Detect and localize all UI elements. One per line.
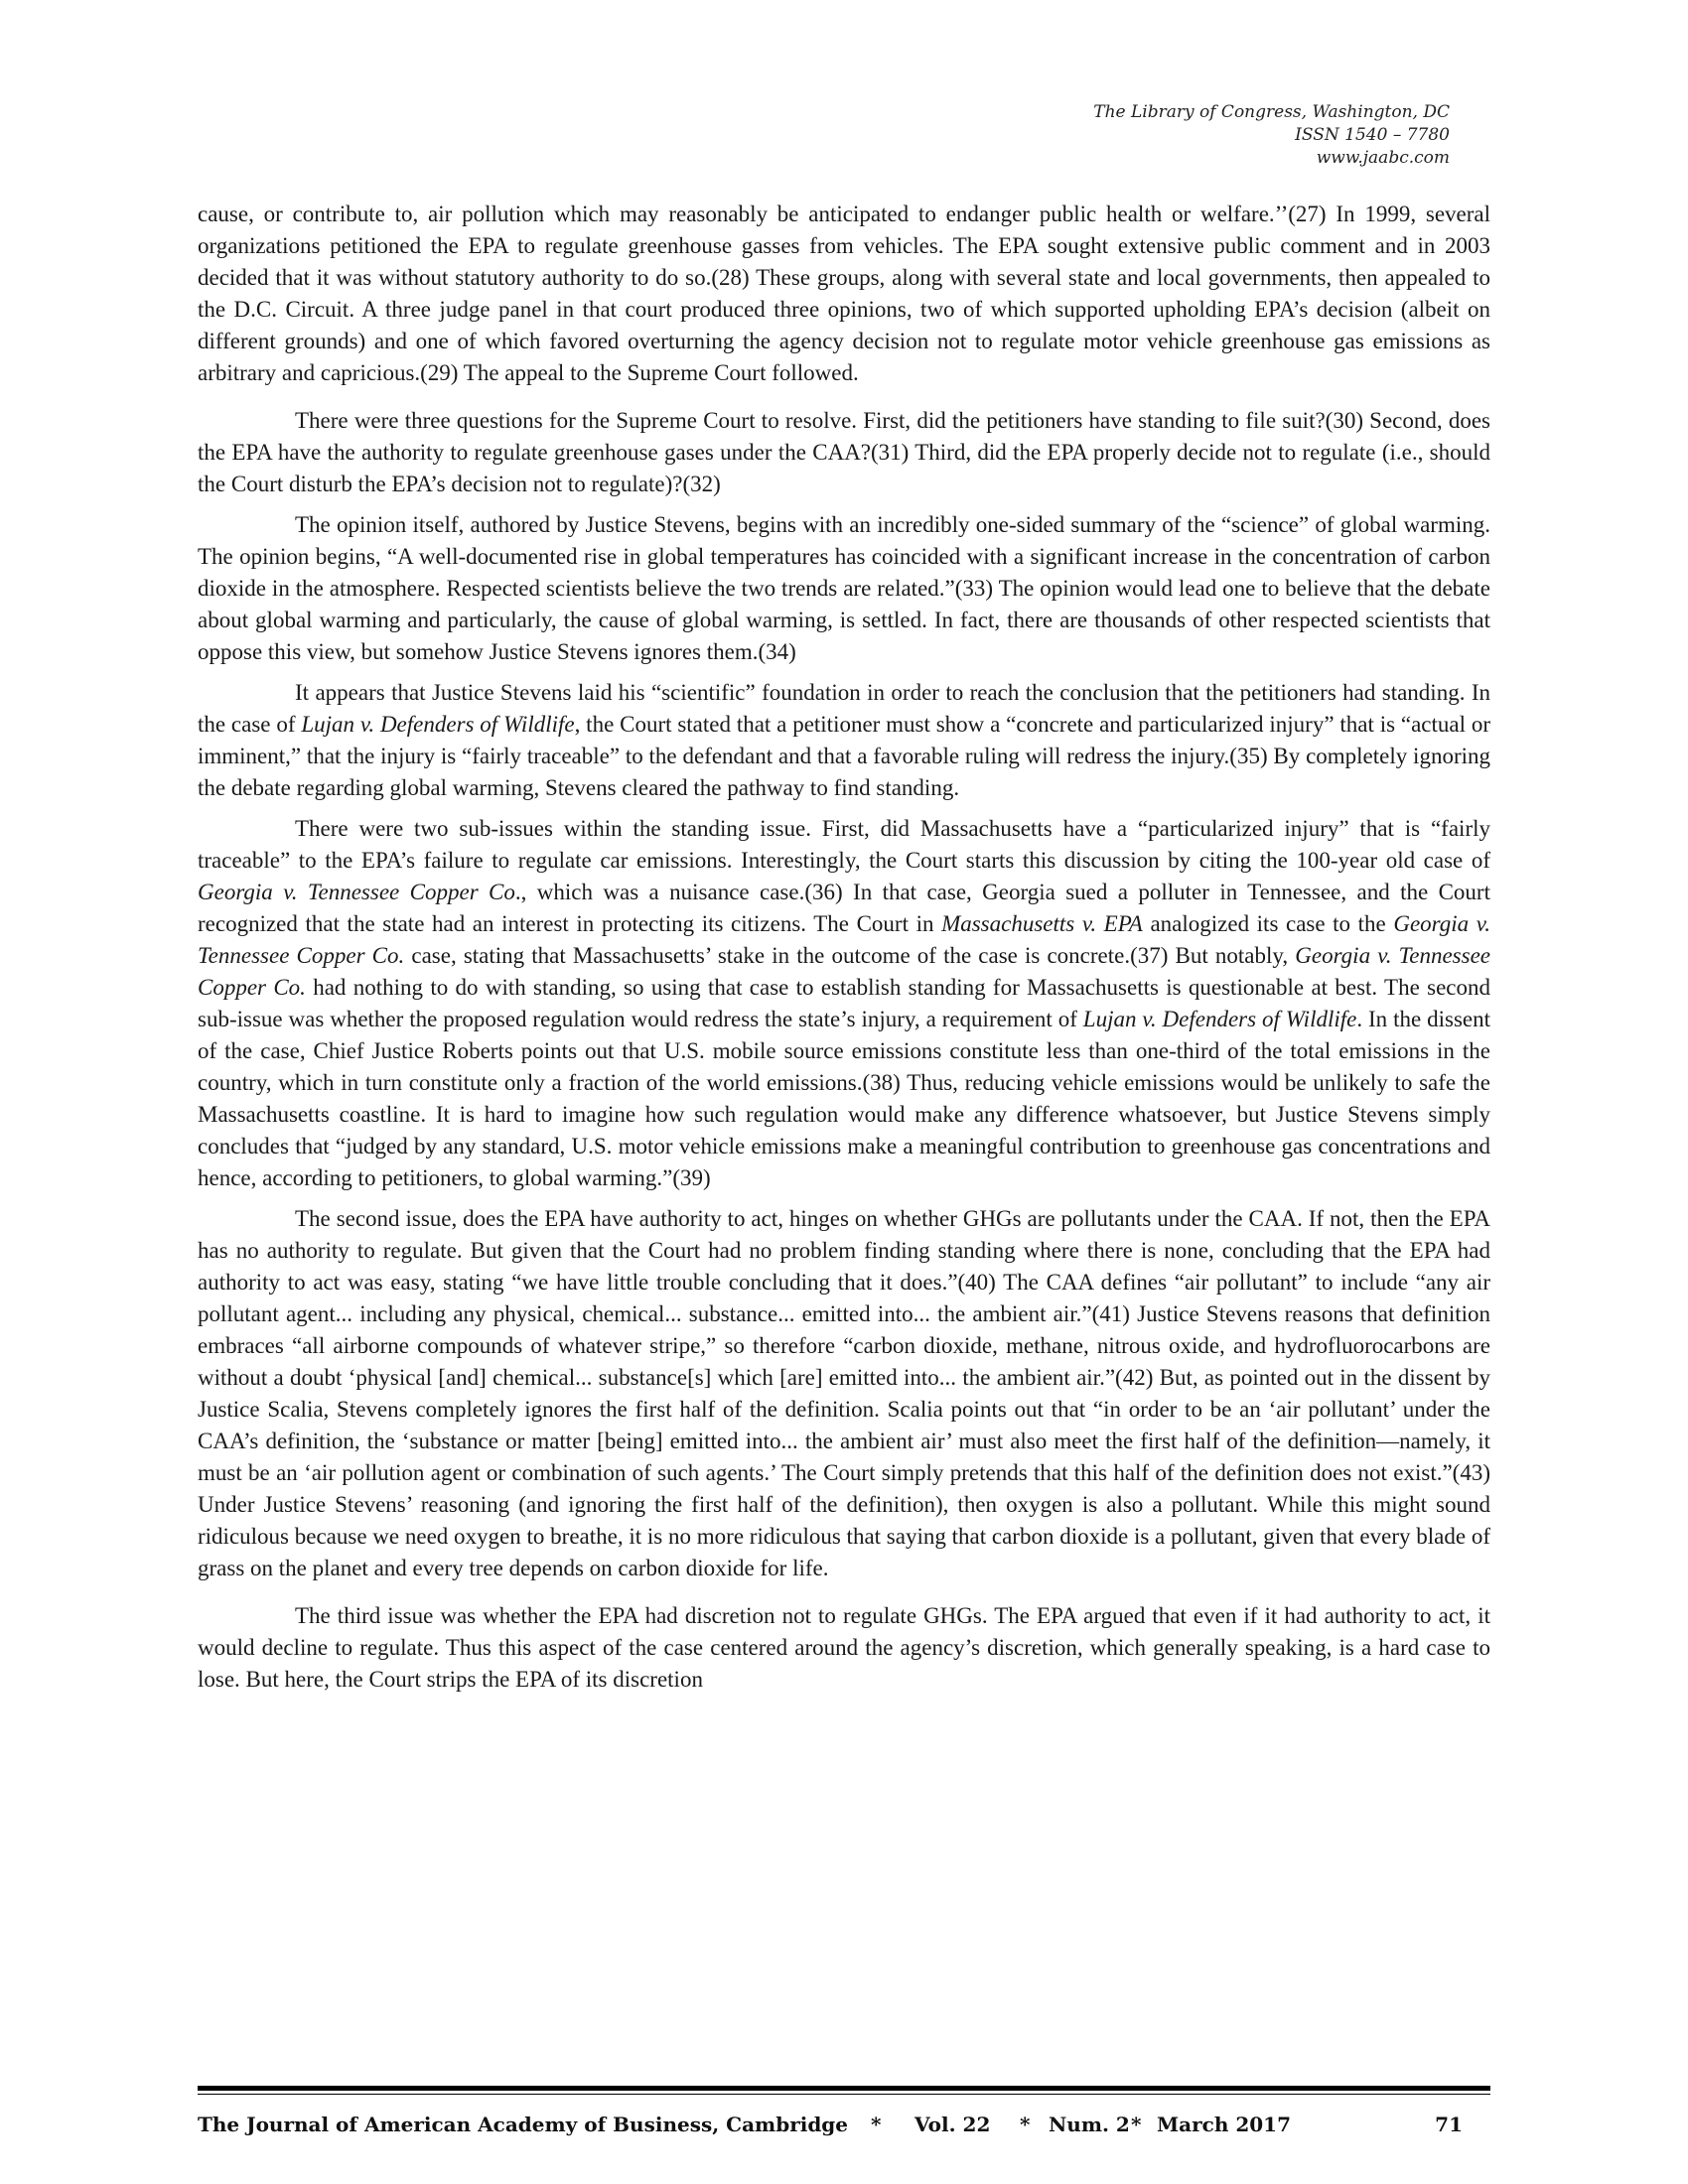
footer-date: March 2017 [1157,2113,1291,2136]
text-run: There were two sub-issues within the standing issue. First, did Massachusetts have a “particularized injury” that is “fairly traceable” to the EPA’s failure to regulate car emissions. Interestingly, the Court starts this discussion by citing the 100-year old case of [198,816,1490,873]
running-header [1093,101,1450,170]
text-run: , the Court stated that a petitioner must show a “concrete and particularized injury” that is “actual or imminent,” that the injury is “fairly traceable” to the defendant and that a favorable ruling will redress the injury.(35) By completely ignoring the debate regarding global warming, Stevens cleared the pathway to find standing. [198,712,1490,800]
page-number: 71 [1435,2113,1463,2136]
paragraph-2: There were three questions for the Supreme Court to resolve. First, did the petitioners have standing to file suit?(30) Second, does the EPA have the authority to regulate greenhouse gases under the CAA?(31) Third, did the EPA properly decide not to regulate (i.e., should the Court disturb the EPA’s decision not to regulate)?(32) [198,408,1490,496]
paragraph-7: The third issue was whether the EPA had discretion not to regulate GHGs. The EPA argued that even if it had authority to act, it would decline to regulate. Thus this aspect of the case centered around the agency’s discretion, which generally speaking, is a hard case to lose. But here, the Court strips the EPA of its discretion [198,1603,1490,1692]
footer-separator: * [1131,2113,1142,2136]
text-run: case, stating that Massachusetts’ stake in the outcome of the case is concrete.(37) But notably, [404,943,1296,968]
text-run: It appears that Justice Stevens laid his “scientific” foundation in order to reach the conclusion that the petitioners had standing. In the case of [198,680,1490,737]
header-library: The Library of Congress, Washington, DC [1093,102,1450,122]
paragraph-1: cause, or contribute to, air pollution which may reasonably be anticipated to endanger public health or welfare.’’(27) In 1999, several organizations petitioned the EPA to regulate greenhouse gasses from vehicles. The EPA sought extensive public comment and in 2003 decided that it was without statutory authority to do so.(28) These groups, along with several state and local governments, then appealed to the D.C. Circuit. A three judge panel in that court produced three opinions, two of which supported upholding EPA’s decision (albeit on different grounds) and one of which favored overturning the agency decision not to regulate motor vehicle greenhouse gas emissions as arbitrary and capricious.(29) The appeal to the Supreme Court followed. [198,202,1490,385]
footer-journal-title: The Journal of American Academy of Business, Cambridge [198,2113,849,2136]
case-name: Georgia v. Tennessee Copper Co [198,880,515,904]
footer-rule [198,2086,1490,2091]
article-body [198,199,1490,1696]
header-website: www.jaabc.com [1316,148,1450,168]
case-name: Georgia v. Tennessee Copper Co. [198,943,1490,1000]
paragraph-3: The opinion itself, authored by Justice Stevens, begins with an incredibly one-sided summary of the “science” of global warming. The opinion begins, “A well-documented rise in global temperatures has coincided with a significant increase in the concentration of carbon dioxide in the atmosphere. Respected scientists believe the two trends are related.”(33) The opinion would lead one to believe that the debate about global warming and particularly, the cause of global warming, is settled. In fact, there are thousands of other respected scientists that oppose this view, but somehow Justice Stevens ignores them.(34) [198,512,1490,664]
text-run: had nothing to do with standing, so using that case to establish standing for Massachusetts is questionable at best. The second sub-issue was whether the proposed regulation would redress the state’s injury, a requirement of [198,975,1490,1031]
case-name: Georgia v. Tennessee Copper Co. [198,911,1490,968]
footer-number: Num. 2 [1049,2113,1130,2136]
footer-volume: Vol. 22 [914,2113,991,2136]
footer-separator: * [871,2113,882,2136]
case-name: Massachusetts v. EPA [941,911,1143,936]
running-footer [198,2113,1490,2140]
text-run: . In the dissent of the case, Chief Justice Roberts points out that U.S. mobile source emissions constitute less than one-third of the total emissions in the country, which in turn constitute only a fraction of the world emissions.(38) Thus, reducing vehicle emissions would be unlikely to safe the Massachusetts coastline. It is hard to imagine how such regulation would make any difference whatsoever, but Justice Stevens simply concludes that “judged by any standard, U.S. motor vehicle emissions make a meaningful contribution to greenhouse gas concentrations and hence, according to petitioners, to global warming.”(39) [198,1007,1490,1190]
header-issn: ISSN 1540 – 7780 [1295,125,1450,145]
case-name: Lujan v. Defenders of Wildlife [301,712,575,737]
footer-separator: * [1020,2113,1031,2136]
footer-rule-thin [198,2094,1490,2095]
case-name: Lujan v. Defenders of Wildlife [1082,1007,1357,1031]
paragraph-4 [198,677,1490,804]
paragraph-6: The second issue, does the EPA have authority to act, hinges on whether GHGs are pollutants under the CAA. If not, then the EPA has no authority to regulate. But given that the Court had no problem finding standing where there is none, concluding that the EPA had authority to act was easy, stating “we have little trouble concluding that it does.”(40) The CAA defines “air pollutant” to include “any air pollutant agent... including any physical, chemical... substance... emitted into... the ambient air.”(41) Justice Stevens reasons that definition embraces “all airborne compounds of whatever stripe,” so therefore “carbon dioxide, methane, nitrous oxide, and hydrofluorocarbons are without a doubt ‘physical [and] chemical... substance[s] which [are] emitted into... the ambient air.”(42) But, as pointed out in the dissent by Justice Scalia, Stevens completely ignores the first half of the definition. Scalia points out that “in order to be an ‘air pollutant’ under the CAA’s definition, the ‘substance or matter [being] emitted into... the ambient air’ must also meet the first half of the definition—namely, it must be an ‘air pollution agent or combination of such agents.’ The Court simply pretends that this half of the definition does not exist.”(43) Under Justice Stevens’ reasoning (and ignoring the first half of the definition), then oxygen is also a pollutant. While this might sound ridiculous because we need oxygen to breathe, it is no more ridiculous that saying that carbon dioxide is a pollutant, given that every blade of grass on the planet and every tree depends on carbon dioxide for life. [198,1206,1490,1580]
paragraph-5 [198,813,1490,1194]
text-run: analogized its case to the [1142,911,1394,936]
text-run: ., which was a nuisance case.(36) In that case, Georgia sued a polluter in Tennessee, and the Court recognized that the state had an interest in protecting its citizens. The Court in [198,880,1490,936]
